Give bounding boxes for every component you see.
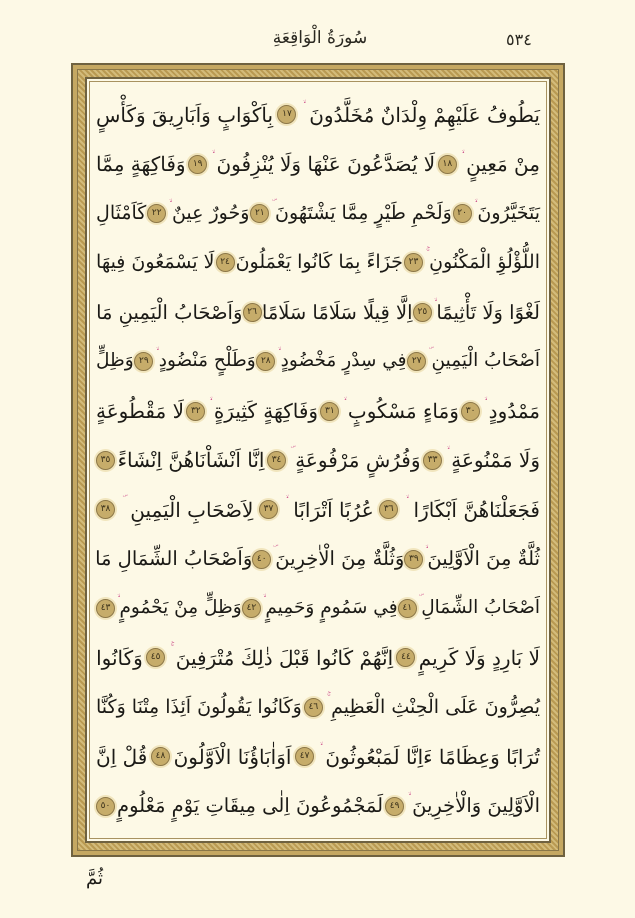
ayah-number-marker: ٤٢ — [242, 599, 261, 618]
ayah-number-marker: ٢٩ — [134, 352, 153, 371]
ayah-number-marker: ٣٢ — [186, 402, 205, 421]
ayah-number-marker: ٣٨ — [96, 500, 115, 519]
verse-text: لَا مَقْطُوعَةٍ — [96, 399, 185, 424]
ayah-number-marker: ١٩ — [188, 155, 207, 174]
verse-text: اِلَّا قِيلًا سَلَامًا سَلَامًا — [261, 300, 413, 324]
verse-text: وَحُورٌ عِينٌ — [171, 201, 250, 224]
ayah-number-marker: ٤١ — [398, 599, 417, 618]
verse-text: لَمَجْمُوعُونَ اِلٰى مِيقَاتِ يَوْمٍ مَعْلُومٍ — [117, 794, 384, 818]
text-line — [96, 238, 540, 287]
ayah-number-marker: ٤٦ — [304, 698, 323, 717]
ayah-number-marker: ٣٧ — [259, 500, 278, 519]
verse-text: عُرُبًا اَتْرَابًا — [293, 497, 374, 522]
ayah-number-marker: ٣٠ — [461, 402, 480, 421]
text-line — [96, 633, 540, 682]
verse-text: اِنَّا اَنْشَاْنَاهُنَّ اِنْشَاءً — [117, 448, 265, 473]
verse-text: فِي سَمُومٍ وَحَمِيمٍ — [265, 597, 398, 619]
text-line — [96, 781, 540, 830]
verse-text: اَصْحَابُ الشِّمَالِ — [421, 597, 540, 619]
quran-text-block — [96, 90, 540, 831]
verse-text: مِنْ مَعِينٍ — [466, 152, 540, 177]
verse-text: فِي سِدْرٍ مَخْضُودٍ — [280, 350, 407, 372]
ayah-number-marker: ٤٧ — [295, 747, 314, 766]
ayah-number-marker: ٢٧ — [407, 352, 426, 371]
verse-text: اَوَاٰبَاؤُنَا الْاَوَّلُونَ — [173, 744, 292, 769]
ayah-number-marker: ٤٩ — [385, 797, 404, 816]
verse-text: بِاَكْوَابٍ وَاَبَارِيقَ وَكَأْسٍ — [96, 102, 274, 127]
verse-text: تُرَابًا وَعِظَامًا ءَاِنَّا لَمَبْعُوثُونَ — [325, 744, 540, 769]
page-number: ٥٣٤ — [506, 30, 532, 49]
verse-text: وَفُرُشٍ مَرْفُوعَةٍ — [295, 448, 421, 473]
text-line — [96, 337, 540, 386]
surah-name-title: سُورَةُ الْوَاقِعَةِ — [272, 28, 368, 48]
verse-text: لَا يُصَدَّعُونَ عَنْهَا وَلَا يُنْزِفُونَ — [216, 152, 436, 177]
verse-text: وَلَحْمِ طَيْرٍ مِمَّا يَشْتَهُونَ — [275, 201, 452, 224]
verse-text: ثُلَّةٌ مِنَ الْاَوَّلِينَ — [427, 547, 540, 571]
text-line — [96, 139, 540, 188]
ayah-number-marker: ٣٦ — [379, 500, 398, 519]
verse-text: وَثُلَّةٌ مِنَ الْاٰخِرِينَ — [275, 547, 405, 571]
verse-text: لَا بَارِدٍ وَلَا كَرِيمٍ — [418, 645, 540, 670]
verse-text: مَمْدُودٍ — [488, 399, 540, 424]
ayah-number-marker: ١٧ — [277, 105, 296, 124]
verse-text: وَفَاكِهَةٍ مِمَّا — [96, 152, 186, 177]
verse-text: يُصِرُّونَ عَلَى الْحِنْثِ الْعَظِيمِ — [331, 695, 540, 718]
text-line — [96, 288, 540, 337]
verse-text: وَاَصْحَابُ الشِّمَالِ مَا — [95, 547, 253, 571]
ayah-number-marker: ٥٠ — [96, 797, 115, 816]
verse-text: جَزَاءً بِمَا كَانُوا يَعْمَلُونَ — [235, 251, 403, 274]
verse-text: لَا يَسْمَعُونَ فِيهَا — [96, 251, 215, 274]
ayah-number-marker: ٢٤ — [216, 253, 235, 272]
verse-text: الْاَوَّلِينَ وَالْاٰخِرِينَ — [412, 794, 540, 818]
ayah-number-marker: ٢٠ — [453, 204, 472, 223]
verse-text: وَمَاءٍ مَسْكُوبٍ — [347, 399, 459, 424]
page-header — [0, 0, 635, 60]
ayah-number-marker: ٢٨ — [256, 352, 275, 371]
text-line — [96, 732, 540, 781]
text-line — [96, 189, 540, 238]
ayah-number-marker: ٣٤ — [267, 451, 286, 470]
ayah-number-marker: ٤٥ — [146, 648, 165, 667]
verse-text: وَكَانُوا — [96, 645, 143, 670]
verse-text: كَاَمْثَالِ — [96, 201, 147, 224]
verse-text: وَاَصْحَابُ الْيَمِينِ مَا — [96, 300, 243, 324]
text-line — [96, 436, 540, 485]
ayah-number-marker: ٢١ — [250, 204, 269, 223]
ayah-number-marker: ٤٤ — [396, 648, 415, 667]
ayah-number-marker: ٣٥ — [96, 451, 115, 470]
verse-text: وَظِلٍّ — [96, 350, 134, 372]
verse-text: وَطَلْحٍ مَنْضُودٍ — [158, 350, 256, 372]
ayah-number-marker: ١٨ — [438, 155, 457, 174]
ayah-number-marker: ٢٢ — [147, 204, 166, 223]
verse-text: فَجَعَلْنَاهُنَّ اَبْكَارًا — [413, 497, 540, 522]
text-line — [96, 584, 540, 633]
verse-text: لَغْوًا وَلَا تَأْثِيمًا — [436, 300, 540, 324]
verse-text: وَظِلٍّ مِنْ يَحْمُومٍ — [119, 597, 242, 619]
verse-text: لِاَصْحَابِ الْيَمِينِ — [130, 497, 254, 522]
text-line — [96, 386, 540, 435]
ayah-number-marker: ٢٥ — [413, 303, 432, 322]
verse-text: اَصْحَابُ الْيَمِينِ — [431, 350, 540, 372]
ayah-number-marker: ٣١ — [320, 402, 339, 421]
verse-text: اللُّؤْلُؤِ الْمَكْنُونِ — [429, 251, 540, 274]
verse-text: قُلْ اِنَّ — [96, 744, 148, 769]
text-line — [96, 485, 540, 534]
verse-text: يَطُوفُ عَلَيْهِمْ وِلْدَانٌ مُخَلَّدُونَ — [309, 102, 540, 127]
verse-text: يَتَخَيَّرُونَ — [477, 201, 540, 224]
ayah-number-marker: ٢٦ — [243, 303, 262, 322]
verse-text: وَلَا مَمْنُوعَةٍ — [451, 448, 540, 473]
verse-text: اِنَّهُمْ كَانُوا قَبْلَ ذٰلِكَ مُتْرَفِينَ — [175, 645, 394, 670]
ayah-number-marker: ٤٨ — [151, 747, 170, 766]
catchword: ثُمَّ — [86, 868, 103, 889]
text-line — [96, 535, 540, 584]
text-line — [96, 683, 540, 732]
text-line — [96, 90, 540, 139]
ayah-number-marker: ٣٣ — [423, 451, 442, 470]
verse-text: وَكَانُوا يَقُولُونَ اَئِذَا مِتْنَا وَكُنَّا — [96, 695, 302, 718]
ayah-number-marker: ٤٠ — [252, 550, 271, 569]
ayah-number-marker: ٤٣ — [96, 599, 115, 618]
ayah-number-marker: ٢٣ — [404, 253, 423, 272]
ayah-number-marker: ٣٩ — [404, 550, 423, 569]
verse-text: وَفَاكِهَةٍ كَثِيرَةٍ — [213, 399, 319, 424]
